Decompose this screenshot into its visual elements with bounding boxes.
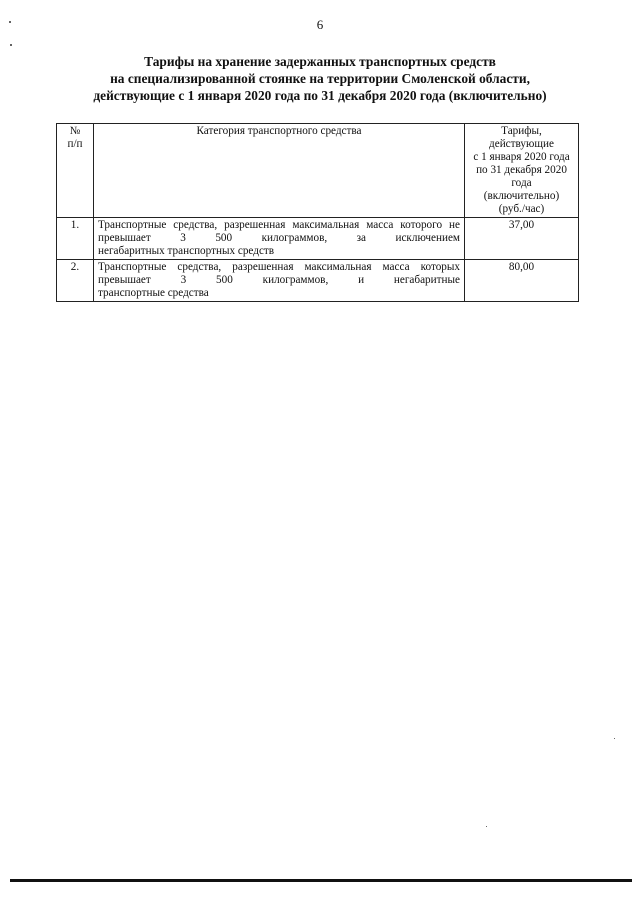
row-category: Транспортные средства, разрешенная максимальная масса которого не превышает 3 500 килограммов, за исключением негабаритных транспортных средств [94, 218, 465, 260]
scan-speck [9, 21, 11, 23]
header-category: Категория транспортного средства [94, 124, 465, 218]
header-tariff: Тарифы, действующие с 1 января 2020 года по 31 декабря 2020 года (включительно) (руб./час) [465, 124, 579, 218]
table-header-row [57, 124, 579, 218]
document-title [40, 53, 600, 104]
title-line: действующие с 1 января 2020 года по 31 декабря 2020 года (включительно) [93, 88, 547, 103]
page-number: 6 [316, 17, 324, 32]
bottom-rule [10, 879, 632, 882]
table-row [57, 218, 579, 260]
title-line: Тарифы на хранение задержанных транспортных средств [144, 54, 496, 69]
row-number: 2. [57, 260, 94, 302]
table-row [57, 260, 579, 302]
row-tariff: 37,00 [465, 218, 579, 260]
row-category: Транспортные средства, разрешенная максимальная масса которых превышает 3 500 килограммов, и негабаритные транспортные средства [94, 260, 465, 302]
row-tariff: 80,00 [465, 260, 579, 302]
title-line: на специализированной стоянке на территории Смоленской области, [110, 71, 530, 86]
row-number: 1. [57, 218, 94, 260]
header-number: № п/п [57, 124, 94, 218]
scan-speck [10, 44, 12, 46]
tariffs-table [56, 123, 579, 302]
scan-speck [614, 738, 615, 739]
scan-speck [486, 826, 487, 827]
